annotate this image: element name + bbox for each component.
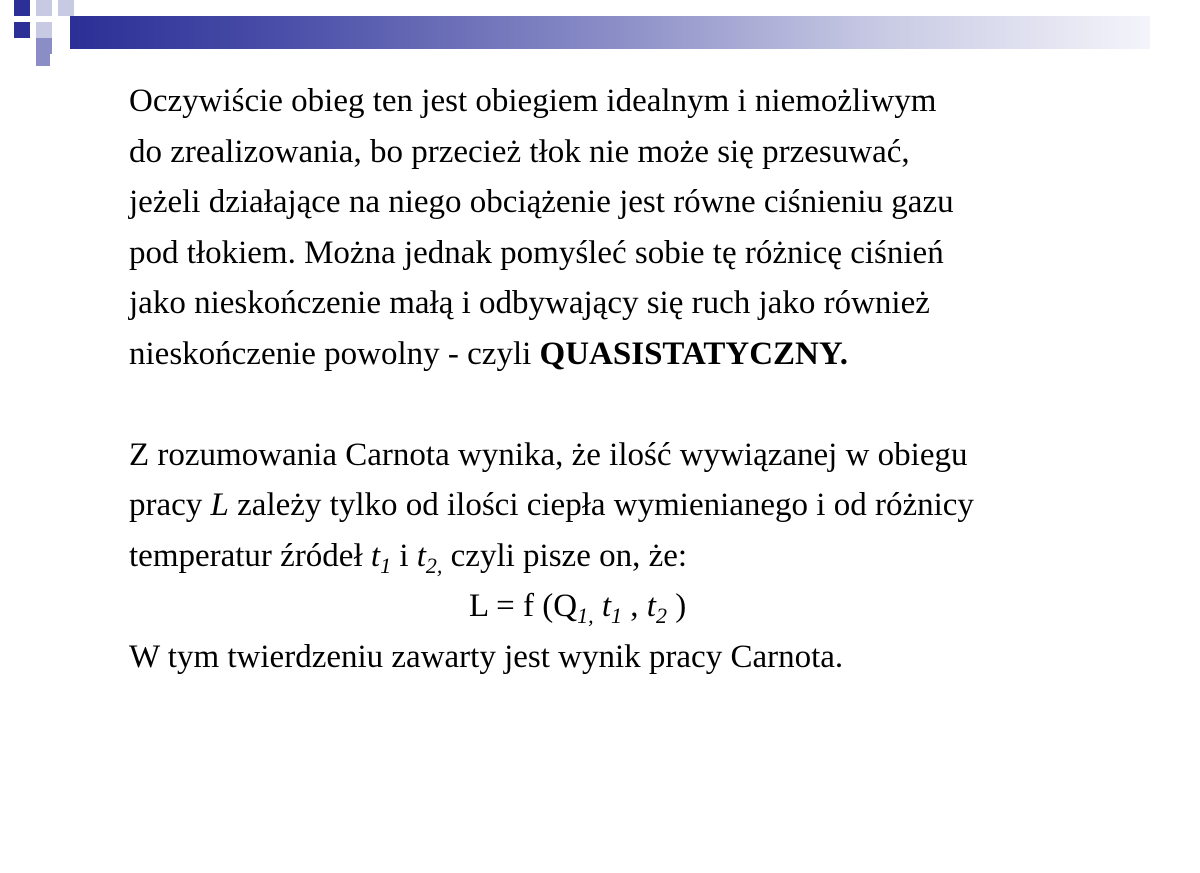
subscript-2: 2, [425, 552, 443, 578]
line-text: nieskończenie powolny - czyli [129, 335, 540, 372]
emphasis-quasistatic: QUASISTATYCZNY. [539, 335, 848, 372]
header-gradient-bar [70, 16, 1150, 49]
formula-t1-subscript: 1 [611, 603, 623, 628]
deco-square [58, 0, 74, 16]
formula-space [594, 588, 602, 624]
variable-t2: t [416, 537, 426, 574]
paragraph2-line [129, 531, 1169, 582]
variable-t1: t [370, 537, 381, 574]
deco-square [36, 0, 52, 16]
line-text: i [391, 537, 417, 574]
slide-body [129, 76, 1169, 682]
paragraph-spacer [129, 379, 1169, 430]
formula-t2-subscript: 2 [655, 603, 667, 628]
formula-close: ) [666, 588, 687, 624]
header-decoration [0, 0, 1200, 80]
deco-square [14, 22, 30, 38]
formula [129, 581, 1169, 632]
line-text: pracy [129, 487, 211, 523]
subscript-1: 1 [380, 552, 392, 578]
paragraph2-line [129, 480, 1169, 531]
line-text: zależy tylko od ilości ciepła wymienianego i od różnicy [228, 487, 974, 523]
variable-L: L [210, 487, 229, 523]
formula-t1: t [601, 588, 612, 624]
paragraph1-line: Oczywiście obieg ten jest obiegiem idealnym i niemożliwym [129, 83, 937, 119]
line-text: czyli pisze on, że: [442, 537, 688, 574]
paragraph1-line: pod tłokiem. Można jednak pomyśleć sobie tę różnicę ciśnień [129, 234, 944, 271]
conclusion-line: W tym twierdzeniu zawarty jest wynik pracy Carnota. [129, 638, 844, 675]
paragraph2-line: Z rozumowania Carnota wynika, że ilość wywiązanej w obiegu [129, 436, 968, 473]
formula-t2: t [646, 588, 656, 624]
deco-square [36, 52, 50, 66]
paragraph1-line: jako nieskończenie małą i odbywający się ruch jako również [129, 285, 930, 321]
deco-square [36, 22, 52, 38]
paragraph1-line: jeżeli działające na niego obciążenie jest równe ciśnieniu gazu [129, 184, 954, 220]
formula-q-subscript: 1, [577, 603, 594, 628]
line-text: temperatur źródeł [129, 537, 371, 574]
deco-square [14, 0, 30, 16]
paragraph1-line: do zrealizowania, bo przecież tłok nie może się przesuwać, [129, 133, 910, 170]
paragraph1-line [129, 329, 1169, 380]
formula-lhs: L = f (Q [469, 588, 578, 624]
formula-comma: , [622, 588, 647, 624]
